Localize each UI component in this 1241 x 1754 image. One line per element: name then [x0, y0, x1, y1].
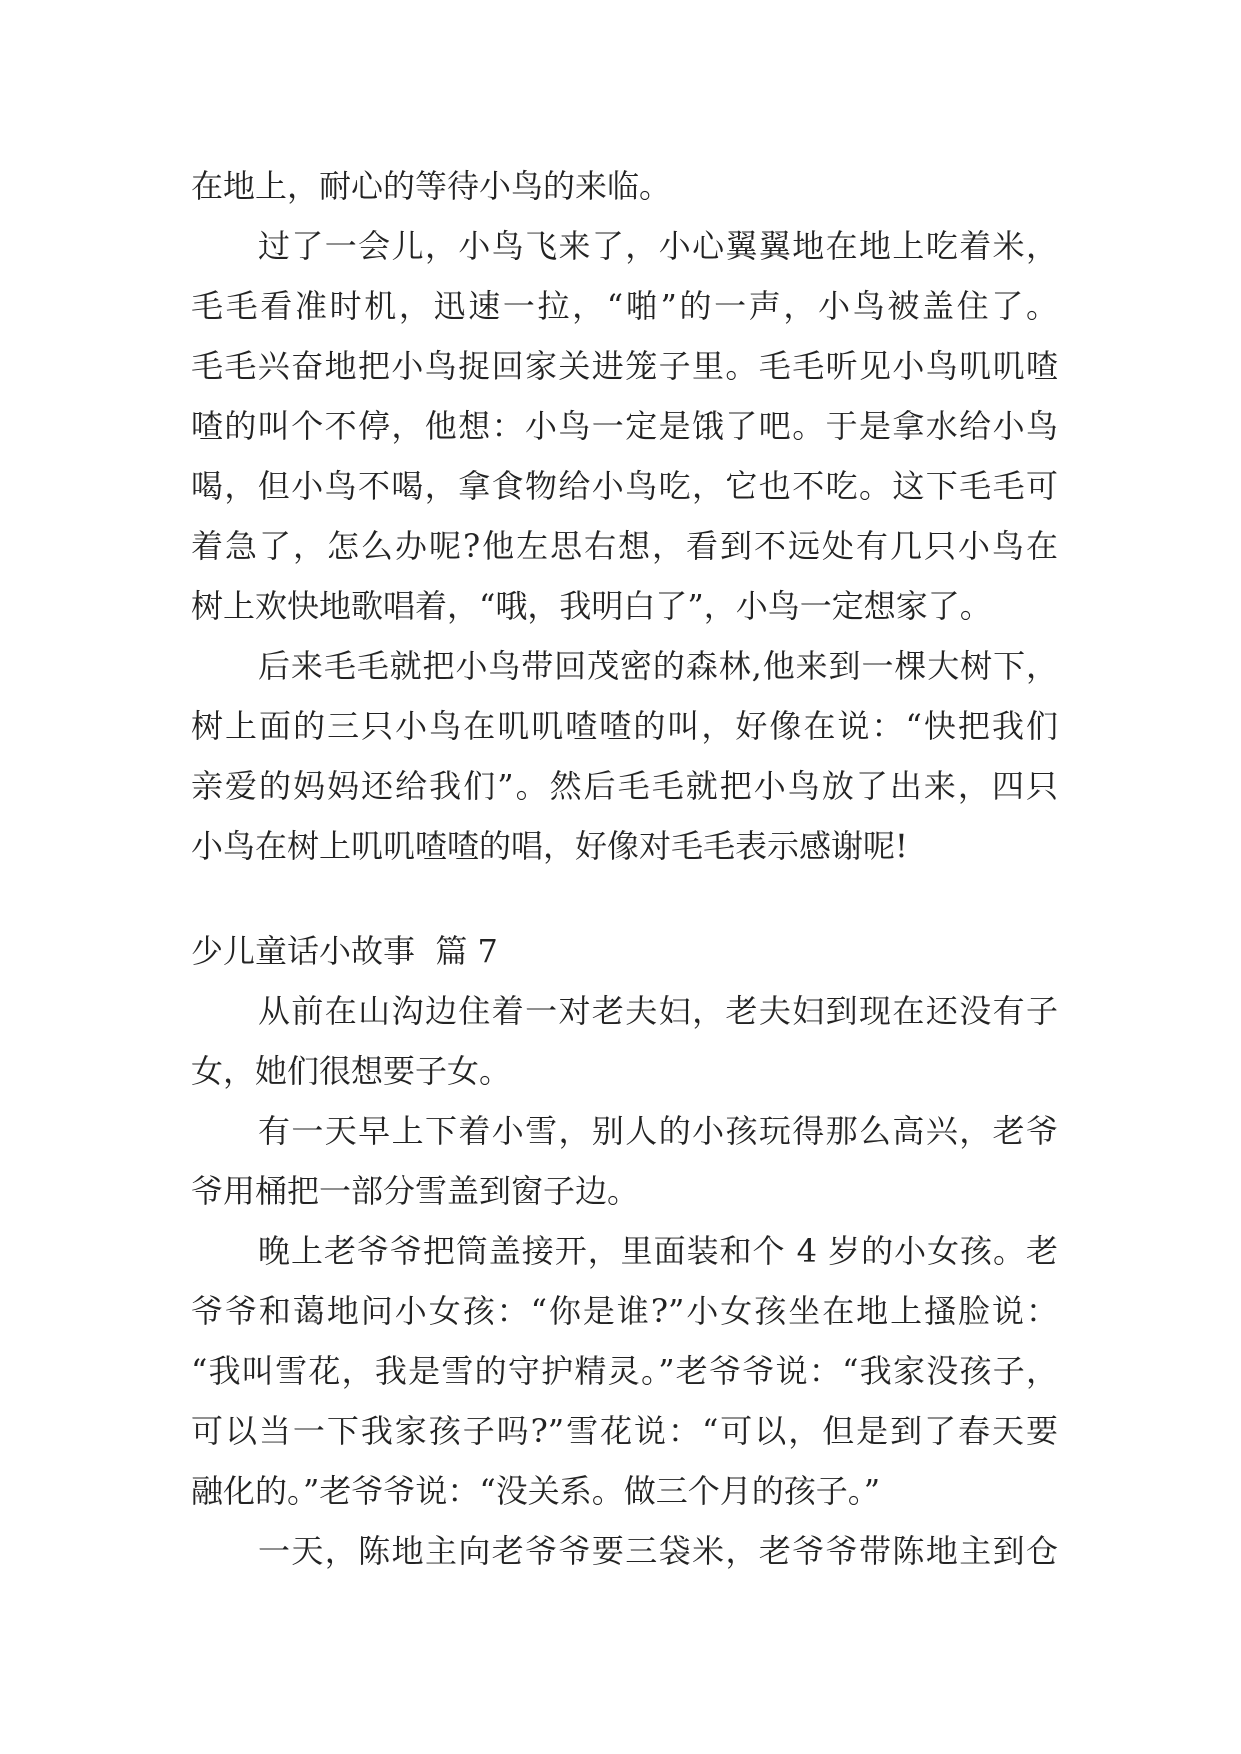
text-line: 爷爷和蔼地问小女孩：“你是谁?”小女孩坐在地上搔脸说： — [191, 1292, 1058, 1330]
paragraph — [191, 981, 1058, 1101]
text-line: 女，她们很想要子女。 — [191, 1052, 512, 1090]
text-line: 一天，陈地主向老爷爷要三袋米，老爷爷带陈地主到仓 — [258, 1532, 1058, 1570]
paragraph — [191, 1521, 1058, 1581]
text-line: 在地上，耐心的等待小鸟的来临。 — [191, 167, 672, 205]
text-line: “我叫雪花，我是雪的守护精灵。”老爷爷说：“我家没孩子， — [191, 1352, 1058, 1390]
text-line: 从前在山沟边住着一对老夫妇，老夫妇到现在还没有子 — [258, 992, 1058, 1030]
paragraph — [191, 156, 1058, 216]
text-line: 毛毛兴奋地把小鸟捉回家关进笼子里。毛毛听见小鸟叽叽喳 — [191, 347, 1058, 385]
text-line: 爷用桶把一部分雪盖到窗子边。 — [191, 1172, 640, 1210]
text-line: 喳的叫个不停，他想：小鸟一定是饿了吧。于是拿水给小鸟 — [191, 407, 1058, 445]
paragraph — [191, 1101, 1058, 1221]
text-line: 晚上老爷爷把筒盖接开，里面装和个 4 岁的小女孩。老 — [258, 1232, 1058, 1270]
text-line: 融化的。”老爷爷说：“没关系。做三个月的孩子。” — [191, 1472, 881, 1510]
section-heading: 少儿童话小故事 篇 7 — [191, 932, 498, 970]
text-line: 树上面的三只小鸟在叽叽喳喳的叫，好像在说：“快把我们 — [191, 707, 1058, 745]
text-line: 毛毛看准时机，迅速一拉，“啪”的一声，小鸟被盖住了。 — [191, 287, 1058, 325]
text-line: 小鸟在树上叽叽喳喳的唱，好像对毛毛表示感谢呢! — [191, 827, 908, 865]
paragraph — [191, 636, 1058, 876]
paragraph — [191, 1221, 1058, 1521]
page-body-text — [191, 156, 1058, 1581]
text-line: 后来毛毛就把小鸟带回茂密的森林,他来到一棵大树下， — [258, 647, 1058, 685]
text-line: 可以当一下我家孩子吗?”雪花说：“可以，但是到了春天要 — [191, 1412, 1058, 1450]
text-line: 树上欢快地歌唱着，“哦，我明白了”，小鸟一定想家了。 — [191, 587, 992, 625]
text-line: 着急了，怎么办呢?他左思右想，看到不远处有几只小鸟在 — [191, 527, 1058, 565]
text-line: 亲爱的妈妈还给我们”。然后毛毛就把小鸟放了出来，四只 — [191, 767, 1058, 805]
text-line: 过了一会儿，小鸟飞来了，小心翼翼地在地上吃着米， — [258, 227, 1058, 265]
text-line: 有一天早上下着小雪，别人的小孩玩得那么高兴，老爷 — [258, 1112, 1058, 1150]
text-line: 喝，但小鸟不喝，拿食物给小鸟吃，它也不吃。这下毛毛可 — [191, 467, 1058, 505]
paragraph — [191, 216, 1058, 636]
